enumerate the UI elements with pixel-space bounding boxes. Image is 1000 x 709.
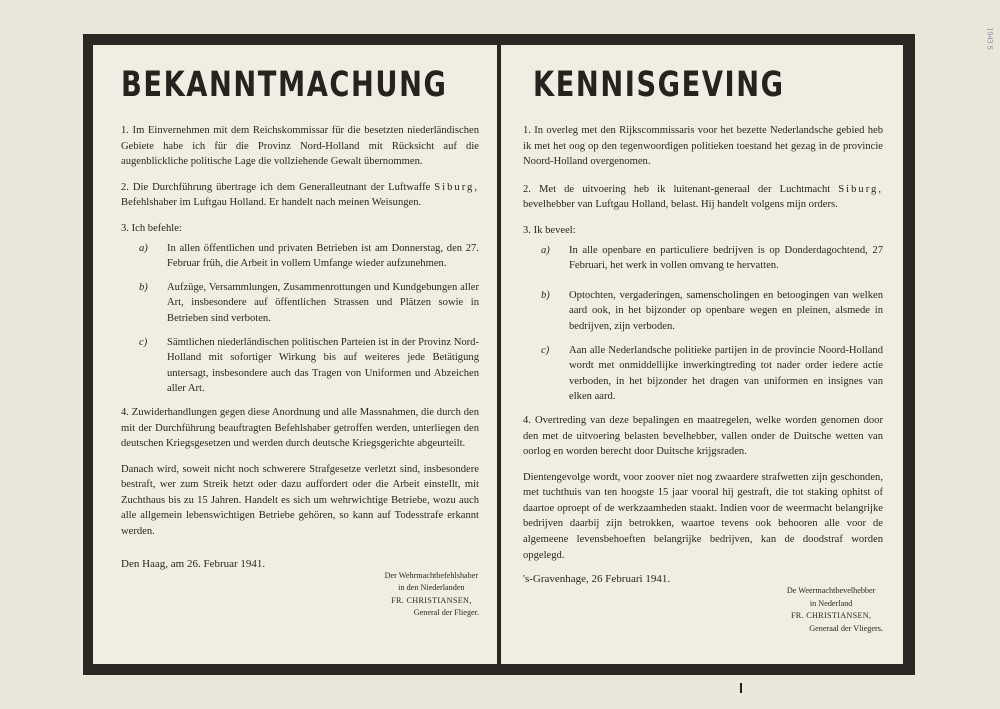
german-item-a-mark: a) [139, 242, 148, 254]
dutch-footer [523, 573, 883, 643]
dutch-item-b-mark: b) [541, 289, 550, 301]
german-paragraph-5: Danach wird, soweit nicht noch schwerere Strafgesetze verletzt sind, insbesondere bestraft, wer zum Streik hetzt oder dazu auffordert oder die Arbeit einstellt, mit Zuchthaus bis zu 15 Jahren. Handelt es sich um wehrwichtige Betriebe, wozu auch alle allgemein lebenswichtigen Betriebe gehören, so kann auf Todesstrafe erkannt werden. [121, 463, 479, 538]
german-title: BEKANNTMACHUNG [121, 65, 448, 105]
dutch-column [501, 45, 903, 664]
dutch-paragraph-2-b: bevelhebber van Luftgau Holland, belast. Hij handelt volgens mijn orders. [523, 199, 838, 211]
dutch-paragraph-3: 3. Ik beveel: [523, 224, 576, 236]
dutch-signature-block [779, 585, 883, 635]
german-item-b-mark: b) [139, 281, 148, 293]
dutch-item-b-text: Optochten, vergaderingen, samenscholingen en betoogingen van welken aard ook, in het bijzonder op openbare wegen en pleinen, alsmede in bedrijven, zijn verboden. [569, 289, 883, 332]
german-column [93, 45, 497, 664]
german-paragraph-4: 4. Zuwiderhandlungen gegen diese Anordnung und alle Massnahmen, die durch den mit der Durchführung beauftragten Befehlshaber getroffen werden, unterliegen den deutschen Kriegsgesetzen und werden durch deutsche Kriegsgerichte abgeurteilt. [121, 406, 479, 450]
german-paragraph-2-name: Siburg, [434, 181, 479, 193]
german-item-b-text: Aufzüge, Versammlungen, Zusammenrottungen und Kundgebungen aller Art, insbesondere auf öffentlichen Strassen und Plätzen sowie in Betrieben sind verboten. [167, 281, 479, 324]
dutch-item-a-text: In alle openbare en particuliere bedrijven is op Donderdagochtend, 27 Februari, het werk in vollen omvang te hervatten. [569, 244, 883, 272]
german-signature-line-2: in den Niederlanden [398, 583, 465, 593]
dutch-paragraph-5: Dientengevolge wordt, voor zoover niet nog zwaardere strafwetten zijn geschonden, met tuchthuis van ten hoogste 15 jaar vooral hij gestraft, die tot staking ophitst of daartoe oproept of de werkzaamheden staakt. Indien voor de weermacht belangrijke bedrijven daarbij zijn betrokken, waartoe tevens ook behooren alle voor de algemeene levensbehoeften belangrijke bedrijven, kan de doodstraf worden opgelegd. [523, 471, 883, 561]
dutch-item-a [523, 243, 883, 274]
dutch-paragraph-1: 1. In overleg met den Rijkscommissaris voor het bezette Nederlandsche gebied heb ik met het oog op den tegenwoordigen politieken toestand het gezag in de provincie Noord-Holland overgenomen. [523, 125, 883, 168]
german-item-a-text: In allen öffentlichen und privaten Betrieben ist am Donnerstag, den 27. Februar früh, die Arbeit in vollem Umfange wieder aufzunehmen. [167, 242, 479, 270]
german-item-b [121, 280, 479, 327]
dutch-item-c [523, 343, 883, 405]
german-item-a [121, 241, 479, 272]
dutch-signature-line-2: in Nederland [809, 598, 853, 608]
dutch-paragraph-2-a: 2. Met de uitvoering heb ik luitenant-generaal der Luchtmacht [523, 183, 831, 195]
dutch-item-b [523, 288, 883, 335]
dutch-signature-name: FR. CHRISTIANSEN, [790, 611, 872, 621]
german-paragraph-2-b: Befehlshaber im Luftgau Holland. Er handelt nach meinen Weisungen. [121, 197, 422, 209]
dutch-item-c-mark: c) [541, 344, 550, 356]
dutch-item-c-text: Aan alle Nederlandsche politieke partijen in de provincie Noord-Holland wordt met onmiddellijke inwerkingtreding tot nader order iedere actie verboden, in het bijzonder het dragen van uniformen en insignes van elken aard. [569, 344, 883, 403]
german-paragraph-2 [121, 180, 479, 211]
german-paragraph-3: 3. Ich befehle: [121, 222, 182, 234]
dutch-signature-rank: Generaal der Vliegers. [809, 623, 883, 633]
german-paragraph-2-a: 2. Die Durchführung übertrage ich dem Generalleutnant der Luftwaffe [121, 181, 431, 193]
dutch-paragraph-2 [523, 182, 883, 213]
poster-border-frame [83, 34, 915, 675]
dutch-signature-line-1: De Weermachtbevelhebber [786, 586, 876, 596]
dutch-title: KENNISGEVING [533, 65, 785, 105]
german-signature-block [384, 570, 479, 620]
german-place-date: Den Haag, am 26. Februar 1941. [121, 557, 266, 570]
german-item-c-text: Sämtlichen niederländischen politischen Parteien ist in der Provinz Nord-Holland mit sofortiger Wirkung bis auf weiteres jede Betätigung untersagt, insbesondere auch das Tragen von Uniformen und Abzeichen aller Art. [167, 336, 479, 395]
german-footer [121, 558, 479, 628]
dutch-place-date: 's-Gravenhage, 26 Februari 1941. [523, 573, 671, 586]
bottom-margin-tick [740, 683, 742, 693]
german-paragraph-1: 1. Im Einvernehmen mit dem Reichskommissar für die besetzten niederländischen Gebiete habe ich für die Provinz Nord-Holland mit Rücksicht auf die augenblickliche politische Lage die vollziehende Gewalt übernommen. [121, 125, 479, 168]
archive-pencil-mark: 1943 S [985, 27, 994, 50]
german-item-c-mark: c) [139, 336, 148, 348]
german-item-c [121, 335, 479, 397]
german-signature-rank: General der Flieger. [413, 608, 479, 618]
dutch-item-a-mark: a) [541, 244, 550, 256]
german-signature-name: FR. CHRISTIANSEN, [391, 595, 472, 605]
dutch-paragraph-2-name: Siburg, [838, 183, 883, 195]
dutch-paragraph-4: 4. Overtreding van deze bepalingen en maatregelen, welke worden genomen door den met de uitvoering belasten bevelhebber, vallen onder de Duitsche wetten van oorlog en worden berecht door Duitsche krijgsraden. [523, 414, 883, 458]
german-signature-line-1: Der Wehrmachtbefehlshaber [384, 570, 479, 580]
